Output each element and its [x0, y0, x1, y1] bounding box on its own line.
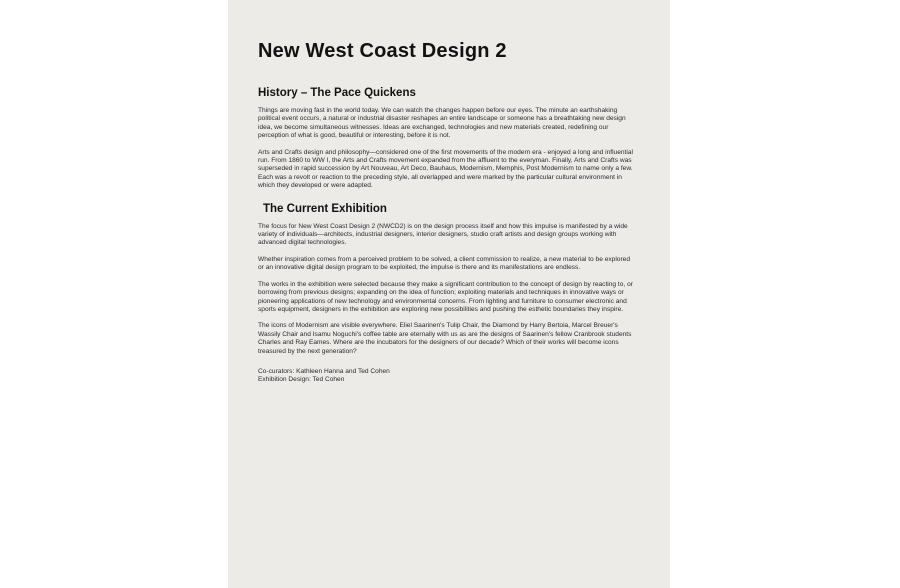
credits: [258, 368, 634, 384]
design-credit: Exhibition Design: Ted Cohen: [258, 375, 345, 383]
exhibition-paragraph-3: The works in the exhibition were selected because they make a significant contribution to the concept of design by reacting to, or borrowing from previous designs; expanding on the idea of function; exploiting materials and techniques in innovative ways or pioneering applications of new technology and environmental concerns. From lighting and furniture to consumer electronic and sports equipment, designers in the exhibition are exploring new possibilities and pushing the esthetic boundaries they inspire.: [258, 280, 633, 313]
exhibition-paragraph-2: Whether inspiration comes from a perceived problem to be solved, a client commission to realize, a new material to be explored or an innovative digital design program to be exploited, the impulse is there and its manifestations are endless.: [258, 255, 630, 272]
document-title: New West Coast Design 2: [258, 40, 507, 62]
exhibition-paragraph-1: The focus for New West Coast Design 2 (NWCD2) is on the design process itself and how this impulse is manifested by a wide variety of individuals—architects, industrial designers, interior designers, studio craft artists and design groups working with advanced digital technologies.: [258, 222, 628, 247]
exhibition-heading: The Current Exhibition: [263, 202, 387, 215]
history-paragraph-1: Things are moving fast in the world today. We can watch the changes happen before our eyes. The minute an earthshaking political event occurs, a natural or industrial disaster reshapes an entire landscape or someone has a breathtaking new design idea, we become simultaneous witnesses. Ideas are exchanged, technologies and new materials created, redefining our perception of what is good, beautiful or interesting, before it is not.: [258, 107, 626, 140]
wall-text-panel: [228, 0, 670, 588]
panel-content: [258, 40, 634, 384]
exhibition-paragraph-4: The icons of Modernism are visible everywhere. Eliel Saarinen's Tulip Chair, the Diamond by Harry Bertoia, Marcel Breuer's Wassily Chair and Isamu Noguchi's coffee table are eternally with us as are the designs of Saarinen's fellow Cranbrook students Charles and Ray Eames. Where are the incubators for the designers of our decade? Which of their works will become icons treasured by the next generation?: [258, 322, 632, 355]
history-paragraph-2: Arts and Crafts design and philosophy—considered one of the first movements of the modern era - enjoyed a long and influential run. From 1860 to WW I, the Arts and Crafts movement expanded from the affluent to the everyman. Finally, Arts and Crafts was superseded in rapid succession by Art Nouveau, Art Deco, Bauhaus, Modernism, Memphis, Post Modernism to name only a few. Each was a revolt or reaction to the preceding style, all overlapped and were marked by the particular cultural environment in which they developed or were adapted.: [258, 148, 633, 190]
history-heading: History – The Pace Quickens: [258, 87, 416, 99]
curators-credit: Co-curators: Kathleen Hanna and Ted Cohen: [258, 367, 390, 375]
